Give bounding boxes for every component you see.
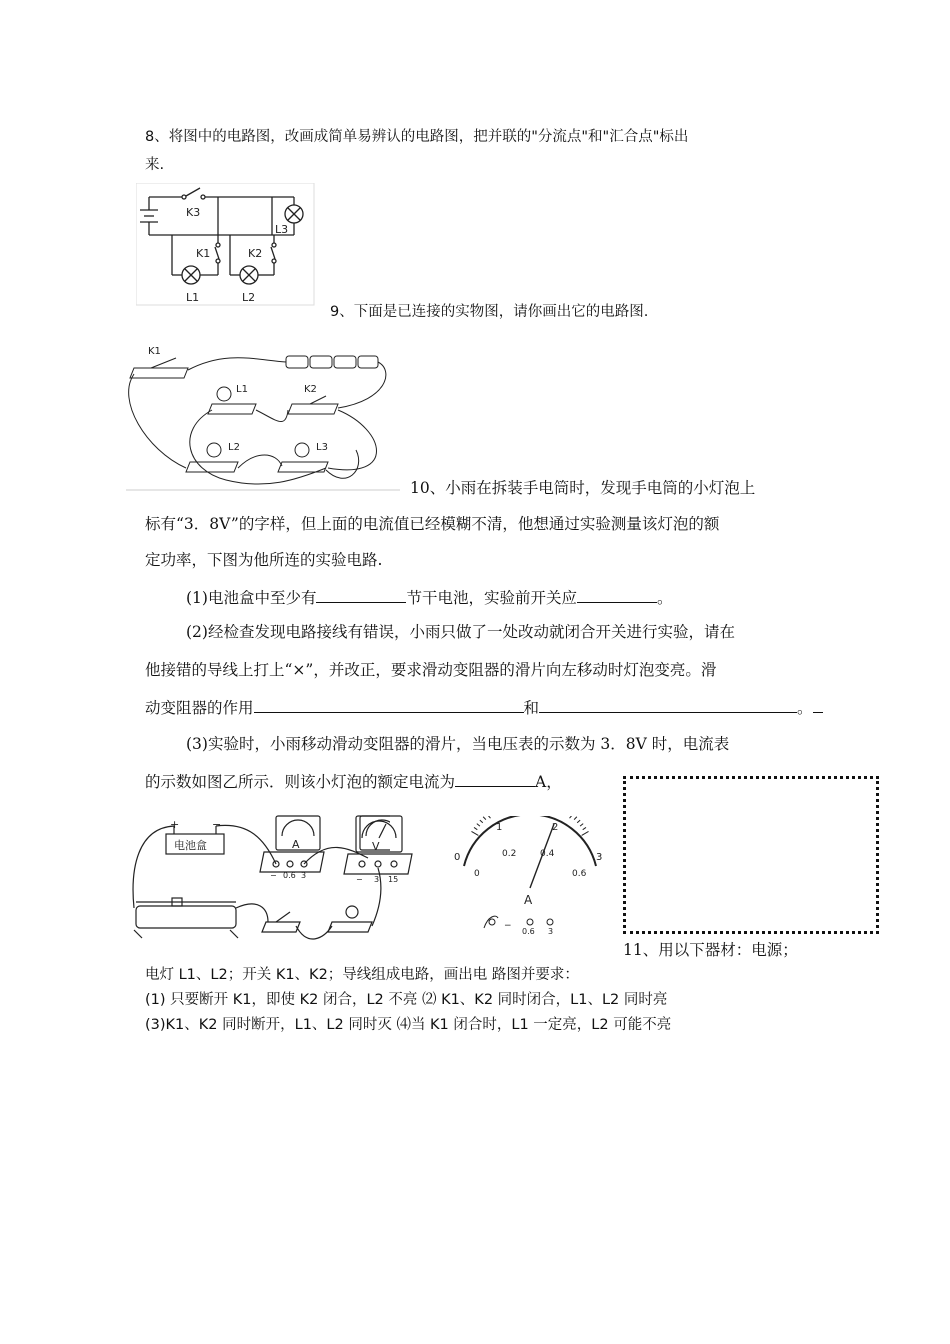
q9-text: 9、下面是已连接的实物图，请你画出它的电路图. [330, 304, 649, 320]
voltmeter-drawing [342, 812, 422, 882]
dial-tick [580, 824, 583, 826]
label-l3: L3 [316, 442, 328, 453]
voltmeter-terminal-15: 15 [388, 875, 399, 882]
dial-top-3: 3 [596, 852, 603, 863]
dial-tick [577, 820, 580, 823]
q11-line1: 11、用以下器材：电源； [623, 941, 798, 959]
ammeter-label: A [292, 838, 300, 851]
voltmeter-terminal-3: 3 [374, 875, 380, 882]
dial-top-0: 0 [454, 852, 461, 863]
label-k1: K1 [196, 247, 211, 260]
q8-line1: 8、将图中的电路图，改画成简单易辨认的电路图，把并联的"分流点"和"汇合点"标出 [145, 129, 689, 145]
q10-part3-line2 [145, 770, 562, 792]
dial-tick [474, 827, 477, 829]
dial-tick [570, 816, 574, 818]
ammeter-terminal-neg: − [270, 871, 277, 880]
battery-count-blank[interactable] [316, 586, 406, 603]
switch-state-blank[interactable] [577, 586, 657, 603]
voltmeter-label: V [372, 840, 380, 853]
dial-bottom-0: 0 [474, 869, 480, 879]
dial-tick [574, 817, 577, 820]
dial-top-2: 2 [552, 822, 559, 833]
q10-line3: 定功率，下图为他所连的实验电路. [145, 551, 383, 569]
q9-physical-circuit [126, 340, 402, 492]
dial-bottom-02: 0.2 [502, 849, 517, 859]
label-l2: L2 [242, 291, 256, 304]
rheostat-role-blank-2[interactable] [539, 696, 797, 713]
q10-part2-line3 [145, 696, 823, 718]
q10-part1-middle: 节干电池，实验前开关应 [406, 589, 577, 607]
q11-line4: (3)K1、K2 同时断开，L1、L2 同时灭 ⑷当 K1 闭合时，L1 一定亮，L2 可能不亮 [145, 1017, 672, 1033]
dial-terminal-3: 3 [548, 927, 554, 936]
q11-line2: 电灯 L1、L2；开关 K1、K2；导线组成电路，画出电 路图并要求： [145, 967, 579, 983]
ammeter-dial-figure [452, 816, 608, 936]
label-l2: L2 [228, 442, 240, 453]
q10-part2-suffix: 。 [797, 699, 813, 717]
label-l1: L1 [236, 384, 248, 395]
q10-line2: 标有“3．8V”的字样，但上面的电流值已经模糊不清，他想通过实验测量该灯泡的额 [145, 515, 720, 533]
ammeter-terminal-06: 0.6 [283, 871, 296, 880]
voltmeter-terminal-neg: − [356, 875, 363, 882]
dial-tick [477, 824, 480, 826]
dial-top-1: 1 [496, 822, 503, 833]
rheostat-role-blank-1[interactable] [254, 696, 524, 713]
dial-tick [483, 817, 486, 820]
q10-part2-and: 和 [523, 699, 540, 717]
q10-part1-suffix: 。 [656, 589, 673, 607]
dial-terminal-06: 0.6 [522, 927, 535, 936]
q8-circuit-diagram [136, 183, 316, 307]
label-l3: L3 [275, 223, 289, 236]
label-l1: L1 [186, 291, 200, 304]
q8-line2: 来. [145, 157, 165, 173]
dial-tick [487, 816, 491, 818]
battery-minus: − [212, 818, 222, 831]
q10-part3-suffix: A， [535, 773, 562, 791]
q10-line1: 10、小雨在拆装手电筒时，发现手电筒的小灯泡上 [410, 479, 756, 497]
dial-tick [583, 827, 586, 829]
dial-tick [480, 820, 483, 823]
q10-part1-prefix: (1)电池盒中至少有 [186, 589, 317, 607]
q10-part2-line1: (2)经检查发现电路接线有错误，小雨只做了一处改动就闭合开关进行实验，请在 [186, 623, 735, 641]
rated-current-blank[interactable] [455, 770, 535, 787]
dial-unit: A [524, 893, 533, 907]
q10-part3-prefix: 的示数如图乙所示．则该小灯泡的额定电流为 [145, 773, 456, 791]
label-k2: K2 [304, 384, 317, 395]
dial-bottom-06: 0.6 [572, 869, 587, 879]
ammeter-terminal-3: 3 [301, 871, 307, 880]
q10-part2-line2: 他接错的导线上打上“×”，并改正，要求滑动变阻器的滑片向左移动时灯泡变亮。滑 [145, 661, 717, 679]
answer-drawing-box[interactable] [623, 776, 879, 934]
dial-terminal-neg: − [504, 921, 512, 931]
q11-line3: (1) 只要断开 K1，即使 K2 闭合，L2 不亮 ⑵ K1、K2 同时闭合，L1、L2 同时亮 [145, 992, 668, 1008]
dial-bottom-04: 0.4 [540, 849, 555, 859]
label-k1: K1 [148, 346, 161, 357]
battery-plus: + [170, 818, 180, 831]
q10-part1 [186, 586, 673, 608]
trailing-underline [813, 696, 823, 713]
dial-tick [582, 831, 589, 835]
label-k3: K3 [186, 206, 201, 219]
label-k2: K2 [248, 247, 263, 260]
q10-part3-line1: (3)实验时，小雨移动滑动变阻器的滑片，当电压表的示数为 3．8V 时，电流表 [186, 735, 730, 753]
battery-box-label: 电池盒 [174, 839, 207, 852]
dial-tick [471, 831, 478, 835]
q10-part2-prefix: 动变阻器的作用 [145, 699, 254, 717]
